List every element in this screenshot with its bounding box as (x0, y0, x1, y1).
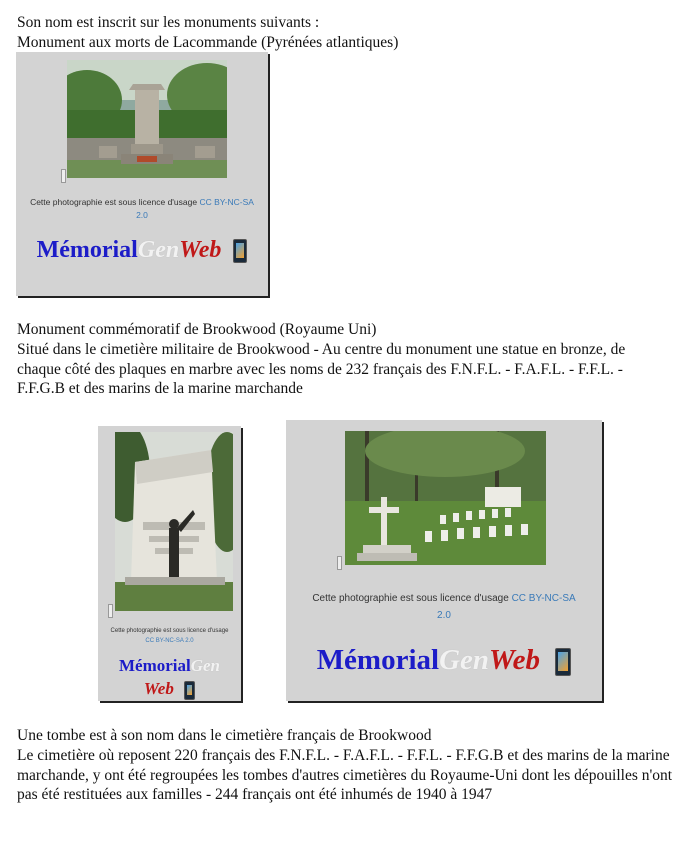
photo-card-brookwood-cemetery[interactable] (286, 420, 602, 701)
brookwood-cemetery-photo[interactable] (345, 431, 546, 565)
memorialgenweb-logo[interactable]: MémorialGen Web (118, 656, 221, 698)
license-version[interactable]: 2.0 (136, 210, 148, 220)
license-notice: Cette photographie est sous licence d'usage CC BY-NC-SA 2.0 (312, 593, 576, 621)
smartphone-icon (184, 681, 195, 700)
lacommande-monument-image (67, 60, 227, 178)
memorialgenweb-logo[interactable]: MémorialGenWeb (286, 644, 602, 677)
tomb-description: Le cimetière où reposent 220 français des F.N.F.L. - F.A.F.L. - F.F.L. - F.F.G.B et des marins de la marine marchande, y ont été regroupées les tombes d'autres cimetières du Royaume-Uni dont les dépouilles n'ont pas été restituées aux familles - 244 français ont été inhumés de 1940 à 1947 (17, 747, 673, 803)
photo-card-lacommande[interactable] (16, 52, 268, 296)
monument2-title: Monument commémoratif de Brookwood (Royaume Uni) (17, 321, 377, 338)
brookwood-cemetery-image (345, 431, 546, 565)
photo-marker (108, 604, 113, 618)
license-version[interactable]: 2.0 (185, 638, 194, 644)
license-text: Cette photographie est sous licence d'usage (30, 197, 198, 207)
brookwood-memorial-image (115, 432, 233, 611)
photo-marker (61, 169, 66, 183)
license-notice: Cette photographie est sous licence d'usage CC BY-NC-SA 2.0 (110, 628, 229, 644)
photo-marker (337, 556, 342, 570)
license-link[interactable]: CC BY-NC-SA (511, 593, 576, 604)
monument1-title: Monument aux morts de Lacommande (Pyrénées atlantiques) (17, 34, 399, 51)
tomb-title: Une tombe est à son nom dans le cimetière français de Brookwood (17, 727, 432, 744)
smartphone-icon (555, 648, 571, 676)
brookwood-memorial-photo[interactable] (115, 432, 233, 611)
lacommande-monument-photo[interactable] (67, 60, 227, 178)
intro-text: Son nom est inscrit sur les monuments suivants : (17, 14, 320, 31)
smartphone-icon (233, 239, 247, 263)
license-notice (16, 196, 268, 222)
monument2-description: Situé dans le cimetière militaire de Brookwood - Au centre du monument une statue en bronze, de chaque côté des plaques en marbre avec les noms de 232 français des F.N.F.L. - F.A.F.L. - F.F.L. - F.F.G.B et des marins de la marine marchande (17, 341, 626, 397)
license-link[interactable]: CC BY-NC-SA (199, 197, 254, 207)
memorialgenweb-logo[interactable]: MémorialGenWeb (16, 237, 268, 264)
license-version[interactable]: 2.0 (437, 610, 451, 621)
license-link[interactable]: CC BY-NC-SA (145, 638, 184, 644)
photo-card-brookwood-memorial[interactable] (98, 426, 241, 701)
